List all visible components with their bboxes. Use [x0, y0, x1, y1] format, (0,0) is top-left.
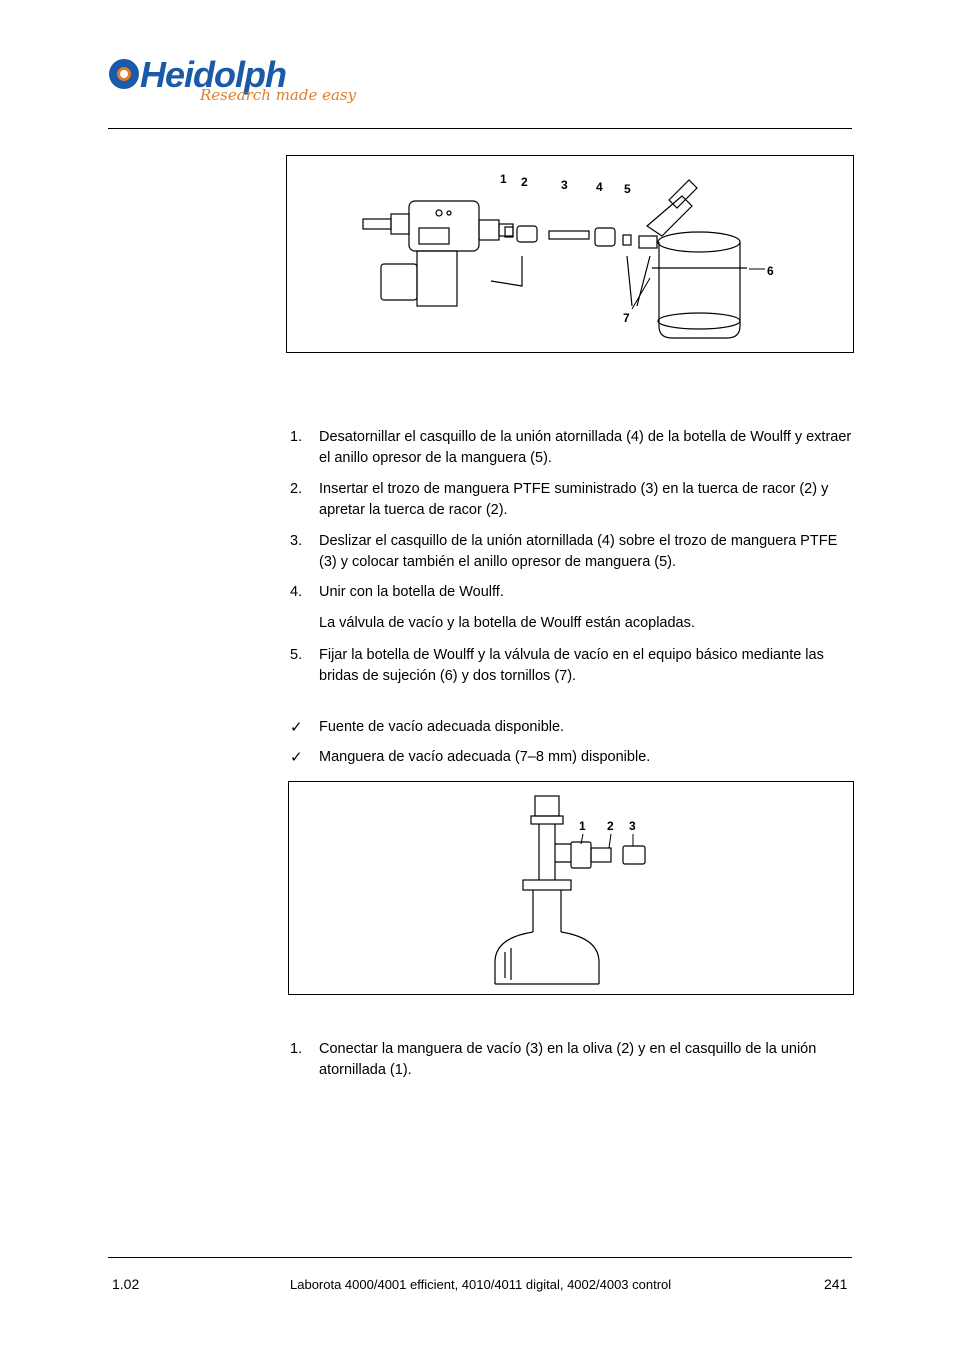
step-number: 5. [290, 647, 303, 663]
callout-2: 2 [607, 819, 614, 833]
figure-vacuum-hose-connection [288, 781, 854, 995]
logo-wordmark: Heidolph [140, 54, 286, 95]
step-text: Fijar la botella de Woulff y la válvula de vacío en el equipo básico mediante las bridas de sujeción (6) y dos tornillos (7). [319, 647, 824, 684]
step-number: 1. [290, 1041, 303, 1057]
callout-3: 3 [629, 819, 636, 833]
valve-woulff-drawing [287, 156, 853, 352]
footer-divider [108, 1257, 852, 1258]
callout-3: 3 [561, 178, 568, 192]
check-icon: ✓ [290, 719, 303, 736]
footer-title: Laborota 4000/4001 efficient, 4010/4011 digital, 4002/4003 control [290, 1277, 672, 1292]
logo-mark-icon [108, 54, 142, 94]
callout-1: 1 [579, 819, 586, 833]
requirement-text: Fuente de vacío adecuada disponible. [319, 719, 565, 735]
step-number: 3. [290, 533, 303, 549]
callout-5: 5 [624, 182, 631, 196]
callout-1: 1 [500, 172, 507, 186]
step-text: Conectar la manguera de vacío (3) en la oliva (2) y en el casquillo de la unión atornillada (1). [319, 1041, 817, 1078]
step-number: 4. [290, 584, 303, 600]
page-number: 241 [824, 1276, 848, 1292]
vacuum-connection-drawing [289, 782, 853, 994]
step-text: Desatornillar el casquillo de la unión atornillada (4) de la botella de Woulff y extraer el anillo opresor de la manguera (5). [319, 429, 852, 466]
result-note: La válvula de vacío y la botella de Woulff están acopladas. [319, 615, 695, 631]
step-number: 2. [290, 481, 303, 497]
callout-6: 6 [767, 264, 774, 278]
requirement-text: Manguera de vacío adecuada (7–8 mm) disponible. [319, 749, 651, 765]
header-divider [108, 128, 852, 129]
callout-4: 4 [596, 180, 603, 194]
footer-version: 1.02 [112, 1276, 140, 1292]
callout-7: 7 [623, 311, 630, 325]
callout-2: 2 [521, 175, 528, 189]
step-text: Deslizar el casquillo de la unión atornillada (4) sobre el trozo de manguera PTFE (3) y colocar también el anillo opresor de manguera (5). [319, 533, 838, 570]
check-icon: ✓ [290, 749, 303, 766]
step-number: 1. [290, 429, 303, 445]
logo-tagline: Research made easy [200, 86, 357, 104]
step-text: Insertar el trozo de manguera PTFE suministrado (3) en la tuerca de racor (2) y apretar la tuerca de racor (2). [319, 481, 829, 518]
figure-valve-woulff-assembly [286, 155, 854, 353]
step-text: Unir con la botella de Woulff. [319, 584, 504, 600]
